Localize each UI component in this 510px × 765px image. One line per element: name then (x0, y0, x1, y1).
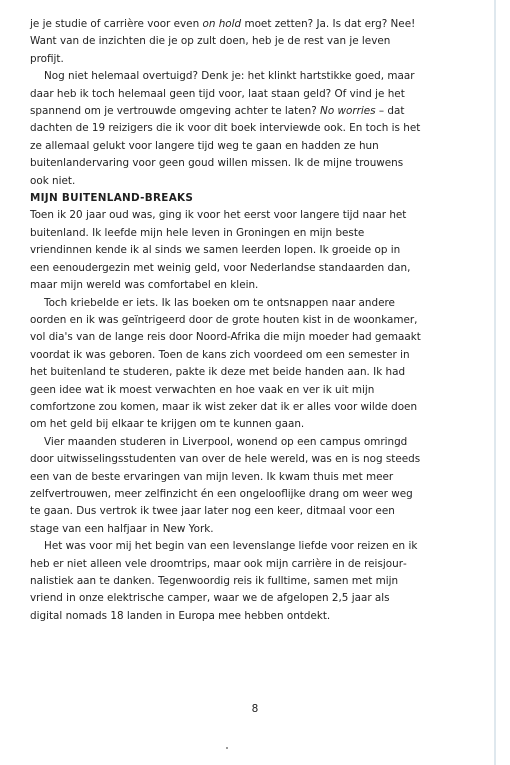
section-paragraph-2: Toch kriebelde er iets. Ik las boeken om te ontsnappen naar andere oorden en ik was geïntrigeerd door de grote houten kist in de woonkamer, vol dia's van de lange reis door Noord-Afrika die mijn moeder had gemaakt voordat ik was geboren. Toen de kans zich voordeed om een semester in het buitenland te studeren, pakte ik deze met beide handen aan. Ik had geen idee wat ik moest verwachten en hoe vaak en ver ik uit mijn comfortzone zou komen, maar ik wist zeker dat ik er alles voor wilde doen om het geld bij elkaar te krijgen om te kunnen gaan. (30, 296, 421, 431)
section-heading: MIJN BUITENLAND-BREAKS (30, 192, 194, 205)
intro-paragraph-2 (30, 68, 422, 190)
intro-paragraph-1-text-b: moet zetten? Ja. Is dat erg? Nee! Want van de inzichten die je op zult doen, heb je de rest van je leven profijt. (30, 18, 416, 65)
section-paragraph-4: Het was voor mij het begin van een levenslange liefde voor reizen en ik heb er niet alleen vele droomtrips, maar ook mijn carrière in de reisjournalistiek aan te danken. Tegenwoordig reis ik fulltime, samen met mijn vriend in onze elektrische camper, waar we de afgelopen 2,5 jaar als digital nomads 18 landen in Europa mee hebben ontdekt. (30, 540, 418, 622)
body-text (30, 16, 422, 625)
page-edge-line (494, 0, 496, 765)
page-number: 8 (251, 703, 259, 715)
intro-paragraph-2-text-b: – dat dachten de 19 reizigers die ik voor dit boek interviewde ook. En toch is het ze allemaal gelukt voor langere tijd weg te gaan en hadden ze hun buitenlandervaring voor geen goud willen missen. Ik de mijne trouwens ook niet. (30, 105, 421, 187)
section-paragraph-3: Vier maanden studeren in Liverpool, wonend op een campus omringd door uitwisselingsstudenten van over de hele wereld, was en is nog steeds een van de beste ervaringen van mijn leven. Ik kwam thuis met meer zelfvertrouwen, meer zelfinzicht én een ongelooflijke drang om weer weg te gaan. Dus vertrok ik twee jaar later nog een keer, ditmaal voor een stage van een halfjaar in New York. (30, 435, 421, 535)
intro-paragraph-1-emphasis: on hold (202, 18, 242, 30)
decorative-dot (226, 747, 228, 749)
intro-paragraph-1 (30, 16, 422, 68)
section-paragraph-1: Toen ik 20 jaar oud was, ging ik voor het eerst voor langere tijd naar het buitenland. Ik leefde mijn hele leven in Groningen en mijn beste vriendinnen kende ik al sinds we samen leerden lopen. Ik groeide op in een eenoudergezin met weinig geld, voor Nederlandse standaarden dan, maar mijn wereld was comfortabel en klein. (30, 209, 411, 292)
intro-paragraph-2-emphasis: No worries (320, 105, 376, 118)
intro-paragraph-2-text-a: Nog niet helemaal overtuigd? Denk je: het klinkt hartstikke goed, maar daar heb ik toch helemaal geen tijd voor, laat staan geld? Of vind je het spannend om je vertrouwde omgeving achter te laten? (30, 70, 415, 118)
intro-paragraph-1-text-a: je je studie of carrière voor even (30, 18, 203, 30)
